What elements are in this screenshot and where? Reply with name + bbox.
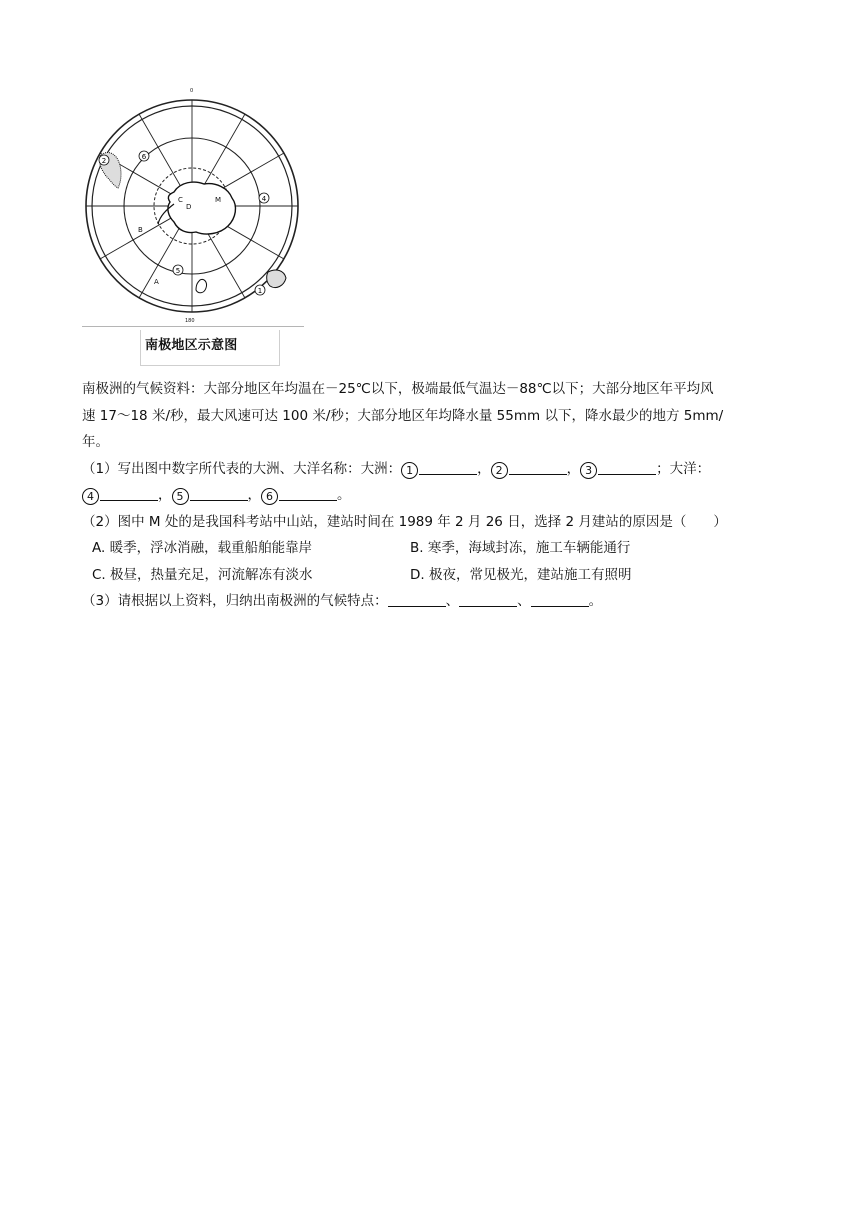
climate-line-3: 年。 [82,434,109,450]
figure-caption: 南极地区示意图 [145,338,238,353]
answer-blank-1[interactable] [419,460,477,475]
circled-6: 6 [261,488,278,505]
q3-blank-3[interactable] [531,592,589,607]
answer-blank-3[interactable] [598,460,656,475]
antarctic-map-figure [82,84,304,324]
climate-line-1: 南极洲的气候资料：大部分地区年均温在－25℃以下，极端最低气温达－88℃以下；大部分地区年平均风 [82,381,714,397]
q3-line [82,588,782,615]
marker-M: M [215,196,222,204]
option-b[interactable]: B. 寒季，海域封冻，施工车辆能通行 [410,540,631,556]
marker-D: D [186,203,192,211]
antarctic-map [82,84,304,324]
marker-2: 2 [101,157,107,165]
marker-5: 5 [175,267,181,275]
answer-blank-6[interactable] [279,486,337,501]
caption-box [140,330,280,366]
marker-B: B [138,226,143,234]
circled-2: 2 [491,462,508,479]
q1-line-1 [82,456,782,483]
period: 。 [337,487,351,503]
antarctica-outline [168,182,236,234]
q3-prefix: （3）请根据以上资料，归纳出南极洲的气候特点： [82,593,388,609]
comma: ， [247,487,261,503]
ocean-label: ；大洋： [656,460,711,477]
comma: ， [158,487,172,503]
marker-1: 1 [257,287,263,295]
comma: ， [566,460,581,477]
answer-blank-2[interactable] [509,460,567,475]
island [196,279,207,292]
answer-blank-5[interactable] [190,486,248,501]
africa-tip [267,270,286,288]
option-d[interactable]: D. 极夜，常见极光，建站施工有照明 [410,566,632,583]
comma: ， [477,460,491,477]
period: 。 [588,593,603,609]
longitude-top: 0 [190,88,194,94]
option-a[interactable]: A. 暖季，浮冰消融，载重船舶能靠岸 [92,540,313,556]
longitude-bottom: 180 [185,318,195,324]
marker-C: C [178,196,183,204]
circled-1: 1 [401,462,418,479]
q2-options [82,535,782,588]
circled-4: 4 [82,488,99,505]
circled-5: 5 [172,488,189,505]
marker-A: A [154,278,159,286]
q3-blank-1[interactable] [388,592,446,607]
answer-blank-4[interactable] [100,486,158,501]
marker-4: 4 [261,195,267,203]
option-c[interactable]: C. 极昼，热量充足，河流解冻有淡水 [92,566,313,583]
q1-line-2 [82,482,782,509]
circled-3: 3 [580,462,597,479]
q1-prefix: （1）写出图中数字所代表的大洲、大洋名称：大洲： [82,460,402,477]
question-content [82,376,782,615]
climate-line-2: 速 17～18 米/秒，最大风速可达 100 米/秒；大部分地区年均降水量 55mm 以下，降水最少的地方 5mm/ [82,407,724,424]
separator: 、 [445,593,460,609]
separator: 、 [517,593,531,609]
marker-6: 6 [141,153,147,161]
q2-stem: （2）图中 M 处的是我国科考站中山站，建站时间在 1989 年 2 月 26 日，选择 2 月建站的原因是（ ） [82,513,727,530]
figure-rule [82,326,304,327]
q3-blank-2[interactable] [459,592,517,607]
